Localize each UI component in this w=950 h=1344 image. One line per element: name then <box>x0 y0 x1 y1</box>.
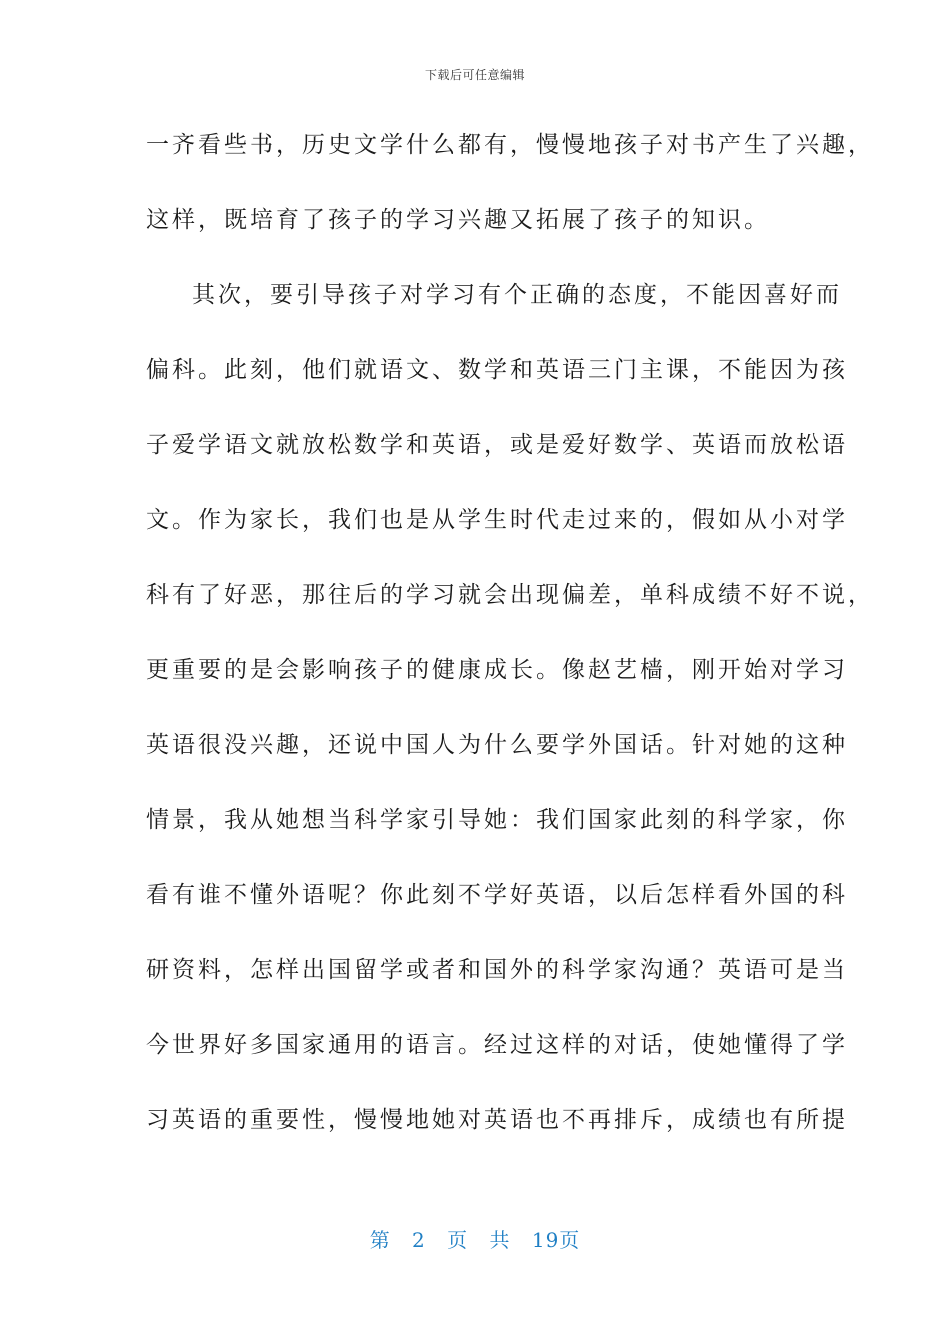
text-line: 今世界好多国家通用的语言。经过这样的对话，使她懂得了学 <box>146 1032 848 1058</box>
text-line: 情景，我从她想当科学家引导她：我们国家此刻的科学家，你 <box>146 807 848 833</box>
paragraph-first-line: 其次，要引导孩子对学习有个正确的态度，不能因喜好而 <box>192 282 842 308</box>
text-line: 更重要的是会影响孩子的健康成长。像赵艺樯，刚开始对学习 <box>146 657 848 683</box>
footer-total-pages: 19页 <box>531 1228 581 1252</box>
text-line: 英语很没兴趣，还说中国人为什么要学外国话。针对她的这种 <box>146 732 848 758</box>
page-number-footer <box>0 1224 950 1253</box>
text-line: 看有谁不懂外语呢？你此刻不学好英语，以后怎样看外国的科 <box>146 882 848 908</box>
text-line: 这样，既培育了孩子的学习兴趣又拓展了孩子的知识。 <box>146 207 770 233</box>
text-line: 偏科。此刻，他们就语文、数学和英语三门主课，不能因为孩 <box>146 357 848 383</box>
text-line: 文。作为家长，我们也是从学生时代走过来的，假如从小对学 <box>146 507 848 533</box>
document-body <box>146 122 874 1172</box>
page-header: 下载后可任意编辑 <box>424 68 525 82</box>
footer-total-label: 共 <box>489 1228 511 1252</box>
text-line: 习英语的重要性，慢慢地她对英语也不再排斥，成绩也有所提 <box>146 1107 848 1133</box>
text-line: 子爱学语文就放松数学和英语，或是爱好数学、英语而放松语 <box>146 432 848 458</box>
footer-page-label: 第 <box>369 1228 391 1252</box>
text-line: 科有了好恶，那往后的学习就会出现偏差，单科成绩不好不说， <box>146 582 874 608</box>
footer-page-unit: 页 <box>447 1228 469 1252</box>
footer-current-page: 2 <box>412 1228 426 1252</box>
text-line: 一齐看些书，历史文学什么都有，慢慢地孩子对书产生了兴趣， <box>146 132 874 158</box>
text-line: 研资料，怎样出国留学或者和国外的科学家沟通？英语可是当 <box>146 957 848 983</box>
